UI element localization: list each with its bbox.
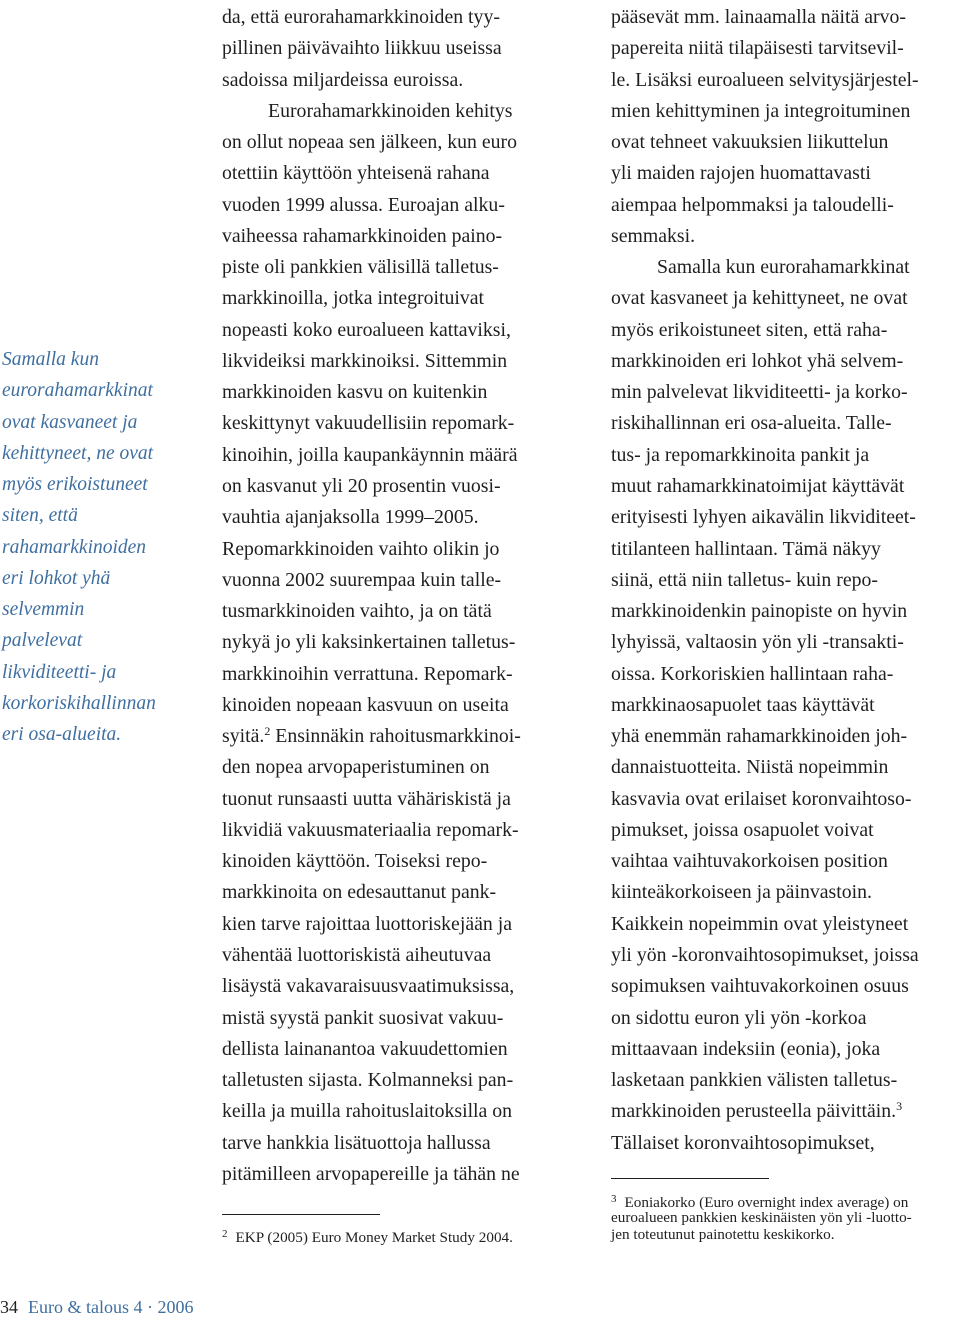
text-line: markkinoiden kasvu on kuitenkin: [222, 381, 488, 404]
pull-quote-line: kehittyneet, ne ovat: [2, 442, 154, 464]
paragraph-start-line: Eurorahamarkkinoiden kehitys: [268, 99, 513, 122]
pull-quote-line: selvemmin: [2, 599, 85, 621]
footnote-reference: 2: [264, 724, 271, 739]
text-line: keilla ja muilla rahoituslaitoksilla on: [222, 1100, 513, 1123]
footnote-divider: [222, 1214, 380, 1215]
text-line: den nopea arvopaperistuminen on: [222, 756, 490, 779]
text-line: sadoissa miljardeissa euroissa.: [222, 68, 464, 91]
pull-quote-line: ovat kasvaneet ja: [2, 411, 138, 433]
text-line: markkinoiden eri lohkot yhä selvem-: [611, 349, 904, 372]
text-fragment: syitä.: [222, 725, 265, 748]
text-fragment: Ensinnäkin rahoitusmarkkinoi-: [270, 725, 521, 748]
text-line: kinoiden nopeaan kasvuun on useita: [222, 693, 509, 716]
text-line: yli maiden rajojen huomattavasti: [611, 162, 871, 185]
pull-quote-line: eri lohkot yhä: [2, 567, 111, 589]
text-line: vauhtia ajanjaksolla 1999–2005.: [222, 506, 479, 529]
text-line: on sidottu euron yli yön -korkoa: [611, 1006, 867, 1029]
body-column-2: [611, 2, 960, 1159]
text-line-with-footnote-ref: [611, 1096, 960, 1127]
text-line: aiempaa helpommaksi ja taloudelli-: [611, 193, 894, 216]
text-line: siinä, että niin talletus- kuin repo-: [611, 568, 878, 591]
text-line: vuonna 2002 suurempaa kuin talle-: [222, 568, 502, 591]
text-line: lasketaan pankkien välisten talletus-: [611, 1069, 898, 1092]
text-line: pimukset, joissa osapuolet voivat: [611, 818, 874, 841]
pull-quote-line: rahamarkkinoiden: [2, 536, 147, 558]
pull-quote-line: likviditeetti- ja: [2, 661, 117, 683]
text-line: Repomarkkinoiden vaihto olikin jo: [222, 537, 500, 560]
pull-quote: [2, 344, 188, 750]
pull-quote-line: myös erikoistuneet: [2, 474, 148, 496]
text-line: mittaavaan indeksiin (eonia), joka: [611, 1037, 881, 1060]
text-line: riskihallinnan eri osa-alueita. Talle-: [611, 412, 892, 435]
text-fragment: markkinoiden perusteella päivittäin.: [611, 1100, 897, 1123]
text-line: min palvelevat likviditeetti- ja korko-: [611, 381, 908, 404]
text-line: piste oli pankkien välisillä talletus-: [222, 256, 499, 279]
text-line: keskittynyt vakuudellisiin repomark-: [222, 412, 515, 435]
footnote-line: euroalueen pankkien keskinäisten yön yli -luotto-: [611, 1208, 912, 1226]
text-line: otettiin käyttöön yhteisenä rahana: [222, 162, 490, 185]
footnote-text: EKP (2005) Euro Money Market Study 2004.: [235, 1229, 513, 1246]
text-line: myös erikoistuneet siten, että raha-: [611, 318, 888, 341]
page-footer: [0, 1296, 193, 1318]
text-line: Tällaiset koronvaihtosopimukset,: [611, 1131, 875, 1154]
text-line: muut rahamarkkinatoimijat käyttävät: [611, 474, 905, 497]
text-line: on ollut nopeaa sen jälkeen, kun euro: [222, 131, 517, 154]
footnote-text: Eoniakorko (Euro overnight index average) on: [624, 1194, 909, 1211]
text-line: mien kehittyminen ja integroituminen: [611, 99, 911, 122]
text-line: semmaksi.: [611, 224, 696, 247]
text-line: pillinen päivävaihto liikkuu useissa: [222, 37, 502, 60]
text-line: tusmarkkinoiden vaihto, ja on tätä: [222, 600, 492, 623]
text-line: markkinoidenkin painopiste on hyvin: [611, 600, 908, 623]
footnote-line: [611, 1191, 956, 1209]
footnote-2: [222, 1226, 582, 1247]
text-line: nykyä jo yli kaksinkertainen talletus-: [222, 631, 516, 654]
text-line: vaihtaa vaihtuvakorkoisen position: [611, 850, 888, 873]
text-line: lisäystä vakavaraisuusvaatimuksissa,: [222, 975, 515, 998]
footnote-line: jen toteutunut painotettu keskikorko.: [611, 1226, 835, 1243]
page-number: 34: [0, 1297, 18, 1317]
text-line: talletusten sijasta. Kolmanneksi pan-: [222, 1069, 514, 1092]
text-line: erityisesti lyhyen aikavälin likviditeet-: [611, 506, 916, 529]
text-line: vaiheessa rahamarkkinoiden paino-: [222, 224, 503, 247]
text-line: likvidiä vakuusmateriaalia repomark-: [222, 818, 519, 841]
pull-quote-line: eri osa-alueita.: [2, 724, 122, 746]
journal-title: Euro & talous 4 · 2006: [28, 1297, 194, 1317]
text-line: ovat tehneet vakuuksien liikuttelun: [611, 131, 889, 154]
text-line: tus- ja repomarkkinoita pankit ja: [611, 443, 870, 466]
pull-quote-line: eurorahamarkkinat: [2, 380, 153, 402]
text-line: mistä syystä pankit suosivat vakuu-: [222, 1006, 504, 1029]
body-column-1: [222, 2, 574, 1190]
text-line: titilanteen hallintaan. Tämä näkyy: [611, 537, 881, 560]
text-line: pitämilleen arvopapereille ja tähän ne: [222, 1162, 520, 1185]
text-line: markkinoita on edesauttanut pank-: [222, 881, 497, 904]
text-line: pääsevät mm. lainaamalla näitä arvo-: [611, 6, 906, 28]
text-line: le. Lisäksi euroalueen selvitysjärjestel-: [611, 68, 919, 91]
text-line: papereita niitä tilapäisesti tarvitsevil-: [611, 37, 904, 60]
text-line: on kasvanut yli 20 prosentin vuosi-: [222, 474, 501, 497]
text-line: markkinoilla, jotka integroituivat: [222, 287, 485, 310]
text-line: da, että eurorahamarkkinoiden tyy-: [222, 6, 500, 28]
pull-quote-line: siten, että: [2, 505, 78, 527]
pull-quote-line: palvelevat: [2, 630, 83, 652]
footnote-divider: [611, 1178, 769, 1179]
text-line: kinoiden käyttöön. Toiseksi repo-: [222, 850, 488, 873]
text-line: nopeasti koko euroalueen kattaviksi,: [222, 318, 511, 341]
text-line: kinoihin, joilla kaupankäynnin määrä: [222, 443, 518, 466]
footnote-reference: 3: [896, 1099, 903, 1114]
footnote-number: 2: [222, 1228, 228, 1240]
pull-quote-line: Samalla kun: [2, 349, 99, 370]
text-line: kiinteäkorkoiseen ja päinvastoin.: [611, 881, 872, 904]
text-line: vuoden 1999 alussa. Euroajan alku-: [222, 193, 505, 216]
text-line: ovat kasvaneet ja kehittyneet, ne ovat: [611, 287, 908, 310]
text-line: likvideiksi markkinoiksi. Sittemmin: [222, 349, 508, 372]
text-line: markkinoihin verrattuna. Repomark-: [222, 662, 513, 685]
text-line: dellista lainanantoa vakuudettomien: [222, 1037, 508, 1060]
text-line: tuonut runsaasti uutta vähäriskistä ja: [222, 787, 511, 810]
text-line-with-footnote-ref: [222, 721, 574, 752]
footnote-3: [611, 1191, 956, 1244]
text-line: markkinaosapuolet taas käyttävät: [611, 693, 875, 716]
text-line: tarve hankkia lisätuottoja hallussa: [222, 1131, 491, 1154]
text-line: sopimuksen vaihtuvakorkoinen osuus: [611, 975, 909, 998]
paragraph-start-line: Samalla kun eurorahamarkkinat: [657, 256, 910, 279]
text-line: dannaistuotteita. Niistä nopeimmin: [611, 756, 889, 779]
text-line: lyhyissä, valtaosin yön yli -transakti-: [611, 631, 904, 654]
text-line: kasvavia ovat erilaiset koronvaihtoso-: [611, 787, 912, 810]
pull-quote-line: korkoriskihallinnan: [2, 692, 156, 714]
text-line: Kaikkein nopeimmin ovat yleistyneet: [611, 912, 909, 935]
text-line: oissa. Korkoriskien hallintaan raha-: [611, 662, 894, 685]
text-line: vähentää luottoriskistä aiheutuvaa: [222, 943, 492, 966]
text-line: yli yön -koronvaihtosopimukset, joissa: [611, 943, 919, 966]
text-line: yhä enemmän rahamarkkinoiden joh-: [611, 725, 908, 748]
text-line: kien tarve rajoittaa luottoriskejään ja: [222, 912, 513, 935]
footnote-number: 3: [611, 1193, 617, 1205]
